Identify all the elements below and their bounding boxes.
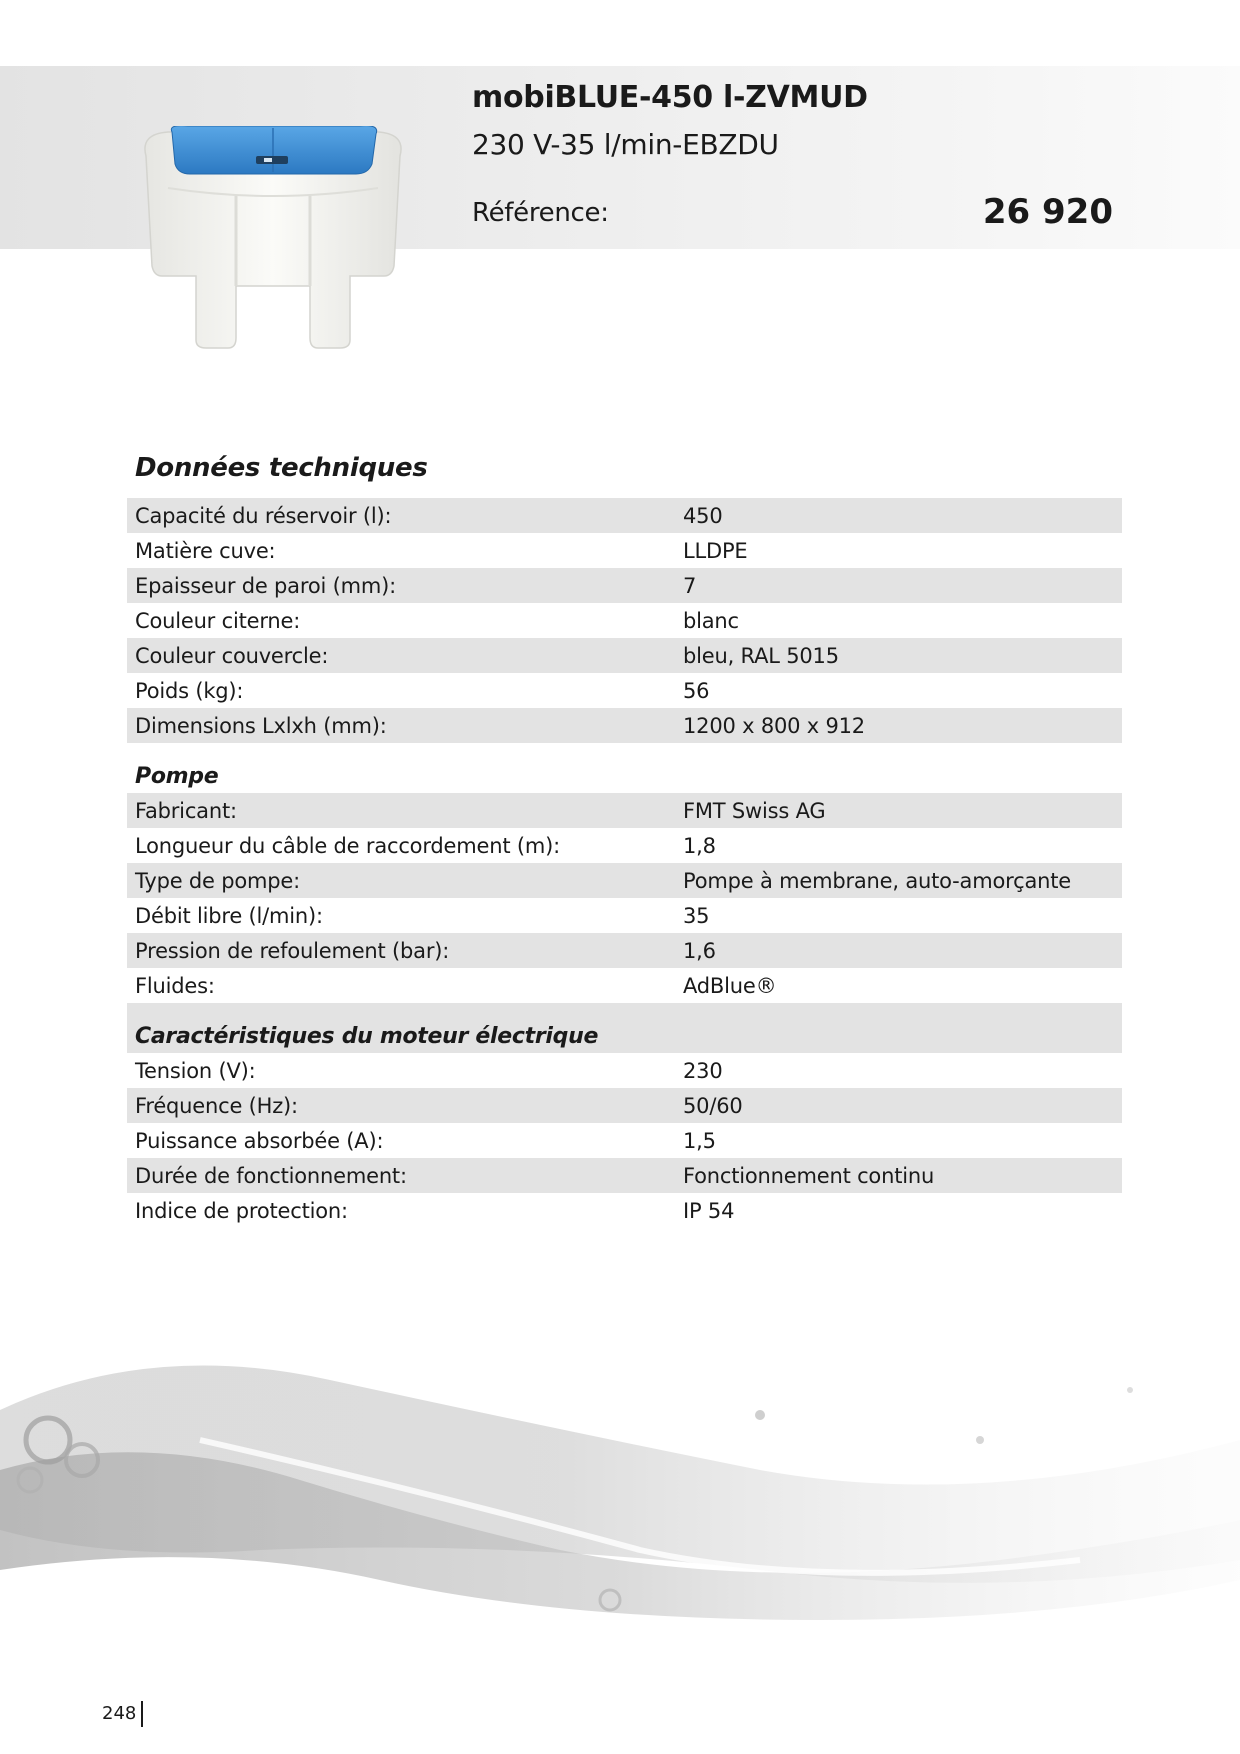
spec-row — [127, 603, 1122, 638]
spec-value: 50/60 — [683, 1093, 743, 1118]
spec-row — [127, 1123, 1122, 1158]
spec-value: IP 54 — [683, 1198, 735, 1223]
spec-row — [127, 533, 1122, 568]
spec-label: Dimensions Lxlxh (mm): — [135, 713, 387, 738]
splash-drop — [976, 1436, 984, 1444]
product-title: mobiBLUE-450 l-ZVMUD — [472, 80, 868, 115]
spec-label: Durée de fonctionnement: — [135, 1163, 407, 1188]
water-splash-decoration — [0, 1320, 1240, 1690]
spec-value: 1,8 — [683, 833, 716, 858]
spec-value: 1200 x 800 x 912 — [683, 713, 865, 738]
spec-label: Tension (V): — [135, 1058, 256, 1083]
spec-label: Indice de protection: — [135, 1198, 348, 1223]
spec-row — [127, 828, 1122, 863]
pump-section-heading: Pompe — [135, 764, 219, 789]
spec-value: bleu, RAL 5015 — [683, 643, 839, 668]
spec-label: Couleur citerne: — [135, 608, 301, 633]
spec-label: Matière cuve: — [135, 538, 276, 563]
spec-value: 35 — [683, 903, 710, 928]
spec-value: LLDPE — [683, 538, 748, 563]
spec-label: Epaisseur de paroi (mm): — [135, 573, 396, 598]
spec-row — [127, 1088, 1122, 1123]
spec-row — [127, 638, 1122, 673]
spec-label: Débit libre (l/min): — [135, 903, 323, 928]
page-number: 248 — [102, 1703, 137, 1724]
spec-label: Pression de refoulement (bar): — [135, 938, 450, 963]
spec-row — [127, 1158, 1122, 1193]
spec-row — [127, 793, 1122, 828]
spec-row — [127, 568, 1122, 603]
spec-value: Fonctionnement continu — [683, 1163, 935, 1188]
tank-lid — [171, 126, 376, 174]
page-number-divider — [141, 1701, 143, 1727]
spec-label: Poids (kg): — [135, 678, 244, 703]
technical-data-title: Données techniques — [135, 453, 428, 483]
product-subtitle: 230 V-35 l/min-EBZDU — [472, 128, 779, 161]
spec-label: Type de pompe: — [135, 868, 300, 893]
spec-row — [127, 968, 1122, 1003]
spec-row — [127, 863, 1122, 898]
splash-drop — [755, 1410, 765, 1420]
spec-value: 230 — [683, 1058, 723, 1083]
spec-label: Fluides: — [135, 973, 215, 998]
spec-value: 7 — [683, 573, 697, 598]
spec-value: 450 — [683, 503, 723, 528]
spec-label: Couleur couvercle: — [135, 643, 329, 668]
spec-value: blanc — [683, 608, 739, 633]
spec-value: FMT Swiss AG — [683, 798, 826, 823]
splash-drop — [1127, 1387, 1133, 1393]
spec-label: Longueur du câble de raccordement (m): — [135, 833, 560, 858]
reference-label: Référence: — [472, 198, 609, 228]
spec-row — [127, 673, 1122, 708]
spec-value: 1,5 — [683, 1128, 716, 1153]
motor-section-heading: Caractéristiques du moteur électrique — [127, 1003, 1122, 1053]
spec-label: Capacité du réservoir (l): — [135, 503, 392, 528]
spec-table — [127, 498, 1122, 1228]
spec-value: Pompe à membrane, auto-amorçante — [683, 868, 1071, 893]
product-tank-image — [128, 126, 418, 351]
spec-row — [127, 498, 1122, 533]
spec-value: 1,6 — [683, 938, 716, 963]
spec-row — [127, 708, 1122, 743]
spec-row — [127, 898, 1122, 933]
spec-label: Puissance absorbée (A): — [135, 1128, 384, 1153]
reference-number: 26 920 — [982, 192, 1113, 232]
spec-label: Fréquence (Hz): — [135, 1093, 298, 1118]
spec-row — [127, 1053, 1122, 1088]
spec-label: Fabricant: — [135, 798, 237, 823]
spec-row — [127, 1193, 1122, 1228]
spec-value: 56 — [683, 678, 710, 703]
spec-row — [127, 933, 1122, 968]
spec-value: AdBlue® — [683, 973, 777, 998]
